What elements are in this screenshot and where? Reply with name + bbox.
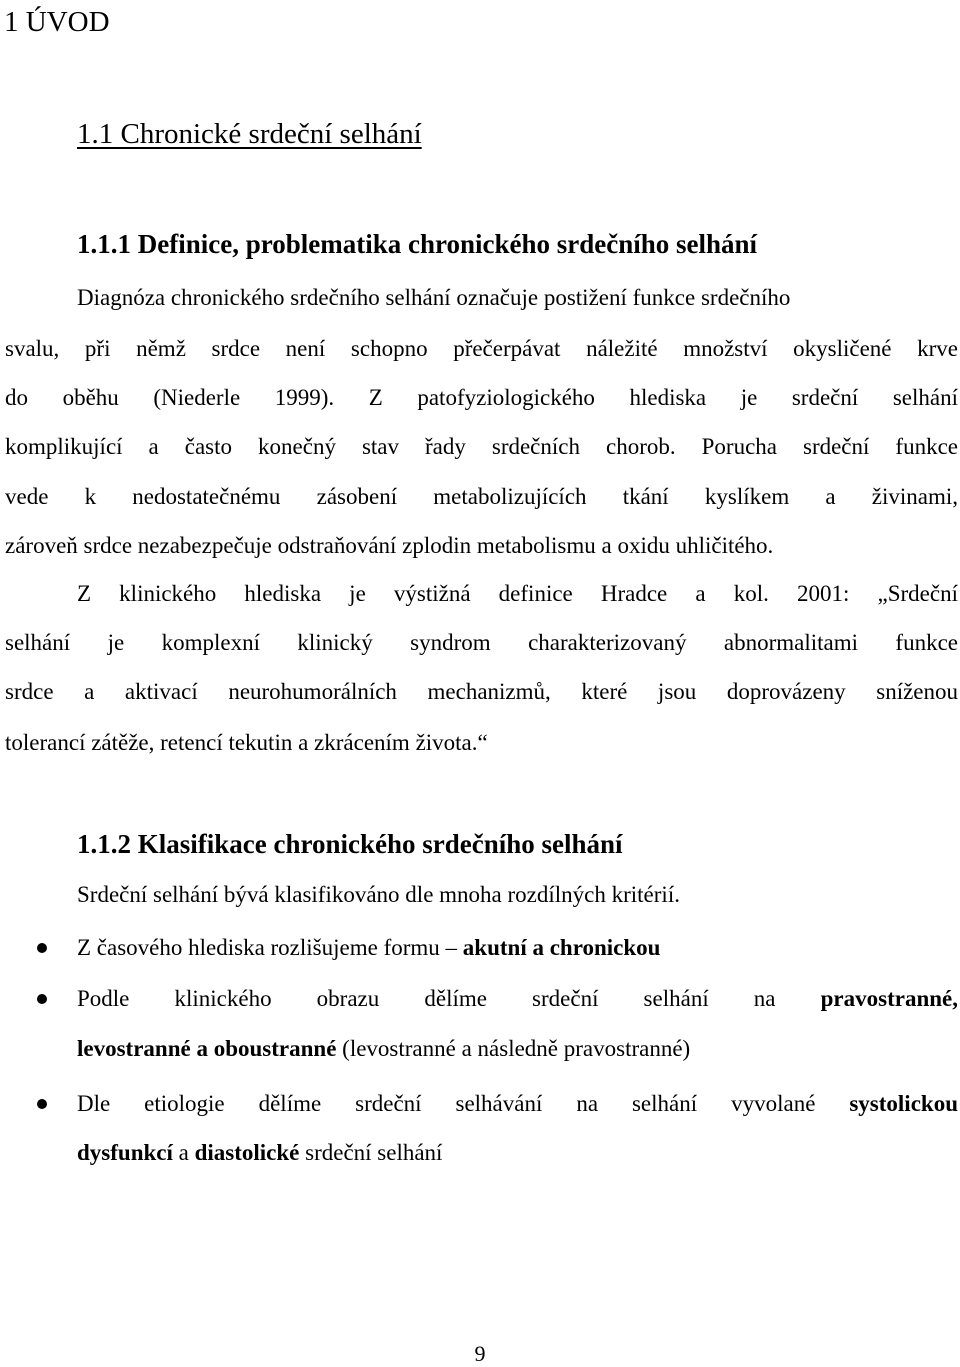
- paragraph-line: selhání je komplexní klinický syndrom charakterizovaný abnormalitami funkce: [5, 630, 958, 655]
- paragraph-line: tolerancí zátěže, retencí tekutin a zkrácením života.“: [5, 730, 488, 755]
- list-item-line: [77, 983, 958, 1015]
- paragraph-line: komplikující a často konečný stav řady srdečních chorob. Porucha srdeční funkce: [5, 434, 958, 459]
- paragraph-line: Diagnóza chronického srdečního selhání označuje postižení funkce srdečního: [77, 285, 791, 310]
- list-item-line: [77, 932, 660, 964]
- paragraph-line: srdce a aktivací neurohumorálních mechanizmů, které jsou doprovázeny sníženou: [5, 679, 958, 704]
- chapter-heading: 1 ÚVOD: [4, 6, 110, 38]
- paragraph-line: svalu, při němž srdce není schopno přečerpávat náležité množství okysličené krve: [5, 336, 958, 361]
- list-item-bold: akutní a chronickou: [462, 935, 661, 960]
- classification-intro: Srdeční selhání bývá klasifikováno dle mnoha rozdílných kritérií.: [77, 882, 680, 907]
- bullet-icon: [37, 1099, 47, 1109]
- list-item-text: (levostranné a následně pravostranné): [336, 1036, 691, 1061]
- bullet-icon: [37, 994, 47, 1004]
- list-item-text: Z časového hlediska rozlišujeme formu –: [77, 935, 463, 960]
- list-item-line: [77, 1137, 442, 1169]
- list-item-text: a: [172, 1140, 195, 1165]
- list-item-line: [77, 1088, 958, 1120]
- page-number: 9: [474, 1341, 486, 1366]
- list-item-bold: dysfunkcí: [77, 1140, 173, 1165]
- paragraph-line: zároveň srdce nezabezpečuje odstraňování zplodin metabolismu a oxidu uhličitého.: [5, 533, 774, 558]
- subsection-heading-definition: 1.1.1 Definice, problematika chronického srdečního selhání: [77, 229, 758, 259]
- list-item-bold: pravostranné,: [820, 986, 958, 1011]
- list-item-bold: systolickou: [849, 1091, 958, 1116]
- paragraph-line: vede k nedostatečnému zásobení metabolizujících tkání kyslíkem a živinami,: [5, 484, 958, 509]
- subsection-heading-classification: 1.1.2 Klasifikace chronického srdečního selhání: [77, 829, 623, 859]
- section-heading: 1.1 Chronické srdeční selhání: [77, 118, 422, 150]
- list-item-bold: diastolické: [194, 1140, 300, 1165]
- list-item-bold: levostranné a oboustranné: [77, 1036, 337, 1061]
- list-item-text: srdeční selhání: [299, 1140, 443, 1165]
- paragraph-line: do oběhu (Niederle 1999). Z patofyziologického hlediska je srdeční selhání: [5, 385, 958, 410]
- list-item-text: Podle klinického obrazu dělíme srdeční selhání na: [77, 986, 821, 1011]
- bullet-icon: [37, 943, 47, 953]
- list-item-line: [77, 1033, 690, 1065]
- list-item-text: Dle etiologie dělíme srdeční selhávání na selhání vyvolané: [77, 1091, 850, 1116]
- paragraph-line: Z klinického hlediska je výstižná definice Hradce a kol. 2001: „Srdeční: [77, 581, 958, 606]
